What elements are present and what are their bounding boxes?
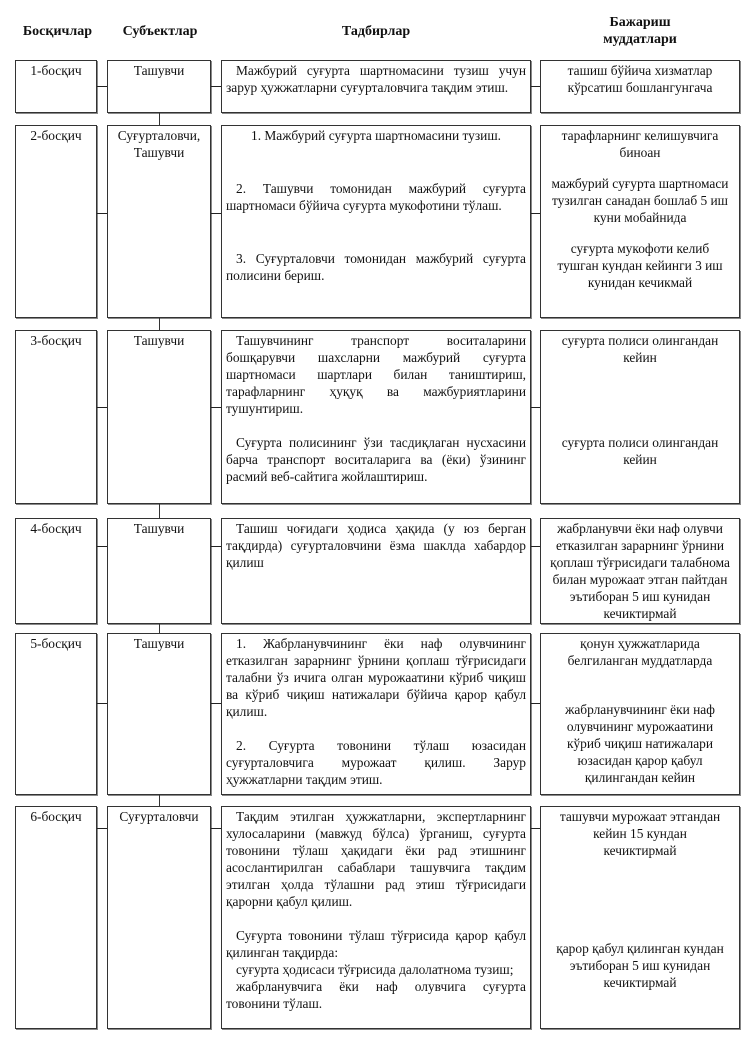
stage-label: 5-босқич	[30, 636, 82, 651]
action-box	[221, 806, 531, 1029]
action-text: Суғурта полисининг ўзи тасдиқлаган нусхасини барча транспорт воситаларига ва (ёки) ўзининг расмий веб-сайтига жойлаштириш.	[226, 435, 526, 484]
subject-box	[107, 330, 211, 504]
connector-line	[97, 86, 107, 87]
connector-line	[97, 828, 107, 829]
subject-box	[107, 125, 211, 318]
subject-box	[107, 518, 211, 624]
action-text: 3. Суғурталовчи томонидан мажбурий суғурта полисини бериш.	[226, 251, 526, 283]
action-box	[221, 125, 531, 318]
action-text: Тақдим этилган ҳужжатларни, экспертларнинг хулосаларини (мавжуд бўлса) ўрганиш, суғурта товонини тўлаш ҳақидаги ёки рад этишнинг асослантирилган сабаблари ташувчига тақдим этилган ҳолда тўлашни рад этиш тўғрисидаги қарорни қабул қилиш.	[226, 809, 526, 909]
stage-label: 3-босқич	[30, 333, 82, 348]
deadline-text: суғурта полиси олингандан кейин	[561, 435, 719, 467]
stage-label: 2-босқич	[30, 128, 82, 143]
connector-line	[159, 318, 160, 330]
connector-line	[97, 213, 107, 214]
deadline-box	[540, 60, 740, 113]
action-text: 1. Мажбурий суғурта шартномасини тузиш.	[251, 128, 501, 143]
connector-line	[211, 703, 221, 704]
deadline-text: қарор қабул қилинган кундан эътиборан 5 иш кунидан кечиктирмай	[556, 941, 724, 990]
stage-label: 6-босқич	[30, 809, 82, 824]
header-stages: Босқичлар	[22, 24, 93, 39]
action-box	[221, 60, 531, 113]
connector-line	[531, 546, 540, 547]
subject-label: Ташувчи	[133, 63, 185, 78]
connector-line	[211, 407, 221, 408]
deadline-box	[540, 330, 740, 504]
action-text: Мажбурий суғурта шартномасини тузиш учун зарур ҳужжатларни суғурталовчига тақдим этиш.	[226, 63, 526, 95]
connector-line	[531, 213, 540, 214]
stage-box	[15, 806, 97, 1029]
deadline-text: мажбурий суғурта шартномаси тузилган санадан бошлаб 5 иш куни мобайнида	[551, 176, 729, 225]
stage-box	[15, 518, 97, 624]
deadline-box	[540, 518, 740, 624]
subject-label: Суғурталовчи	[119, 809, 199, 824]
connector-line	[531, 86, 540, 87]
stage-box	[15, 60, 97, 113]
connector-line	[97, 546, 107, 547]
deadline-text: ташиш бўйича хизматлар кўрсатиш бошлангунгача	[567, 63, 713, 95]
connector-line	[211, 828, 221, 829]
connector-line	[97, 703, 107, 704]
stage-box	[15, 633, 97, 795]
subject-label: Суғурталовчи, Ташувчи	[117, 128, 201, 160]
stage-box	[15, 330, 97, 504]
connector-line	[211, 213, 221, 214]
stage-label: 1-босқич	[30, 63, 82, 78]
action-text: Ташиш чоғидаги ҳодиса ҳақида (у юз берган тақдирда) суғурталовчини ёзма шаклда хабардор қилиш	[226, 521, 526, 570]
action-text: 1. Жабрланувчининг ёки наф олувчининг етказилган зарарнинг ўрнини қоплаш тўғрисидаги талабни ўз ичига олган мурожаатини кўриб чиқиш ва кўриб чиқиш натижалари бўйича қарор қабул қилиш.	[226, 636, 526, 719]
subject-label: Ташувчи	[133, 333, 185, 348]
deadline-text: жабрланувчининг ёки наф олувчининг мурожаатини кўриб чиқиш натижалари юзасидан қарор қабул қилингандан кейин	[565, 702, 715, 785]
connector-line	[97, 407, 107, 408]
action-text: жабрланувчига ёки наф олувчига суғурта товонини тўлаш.	[226, 979, 526, 1011]
subject-box	[107, 806, 211, 1029]
action-box	[221, 633, 531, 795]
deadline-box	[540, 125, 740, 318]
connector-line	[159, 795, 160, 806]
deadline-box	[540, 633, 740, 795]
deadline-text: ташувчи мурожаат этгандан кейин 15 кундан кечиктирмай	[559, 809, 721, 858]
connector-line	[159, 504, 160, 518]
connector-line	[531, 407, 540, 408]
subject-label: Ташувчи	[133, 521, 185, 536]
subject-box	[107, 633, 211, 795]
deadline-text: қонун ҳужжатларида белгиланган муддатларда	[567, 636, 713, 668]
stage-box	[15, 125, 97, 318]
action-text: Ташувчининг транспорт воситаларини бошқарувчи шахсларни мажбурий суғурта шартномаси шартлари билан таништириш, тарафларнинг ҳуқуқ ва мажбуриятларини тушунтириш.	[226, 333, 526, 416]
deadline-text: тарафларнинг келишувчига биноан	[561, 128, 719, 160]
connector-line	[531, 828, 540, 829]
deadline-text: суғурта полиси олингандан кейин	[561, 333, 719, 365]
subject-box	[107, 60, 211, 113]
header-actions: Тадбирлар	[341, 24, 411, 39]
connector-line	[211, 86, 221, 87]
action-text: 2. Суғурта товонини тўлаш юзасидан суғурталовчига мурожаат қилиш. Зарур ҳужжатларни тақдим этиш.	[226, 738, 526, 787]
action-text: суғурта ҳодисаси тўғрисида далолатнома тузиш;	[236, 962, 514, 977]
action-box	[221, 330, 531, 504]
subject-label: Ташувчи	[133, 636, 185, 651]
action-text: 2. Ташувчи томонидан мажбурий суғурта шартномаси бўйича суғурта мукофотини тўлаш.	[226, 181, 526, 213]
connector-line	[211, 546, 221, 547]
deadline-box	[540, 806, 740, 1029]
connector-line	[159, 624, 160, 633]
action-box	[221, 518, 531, 624]
connector-line	[531, 703, 540, 704]
deadline-text: жабрланувчи ёки наф олувчи етказилган зарарнинг ўрнини қоплаш тўғрисидаги талабнома билан мурожаат этган пайтдан эътиборан 5 иш кунидан кечиктирмай	[550, 521, 730, 621]
stage-label: 4-босқич	[30, 521, 82, 536]
connector-line	[159, 113, 160, 125]
action-text: Суғурта товонини тўлаш тўғрисида қарор қабул қилинган тақдирда:	[226, 928, 526, 960]
deadline-text: суғурта мукофоти келиб тушган кундан кейинги 3 иш кунидан кечикмай	[557, 241, 723, 290]
header-deadlines: Бажариш муддатлари	[603, 15, 677, 47]
header-subjects: Субъектлар	[122, 24, 198, 39]
